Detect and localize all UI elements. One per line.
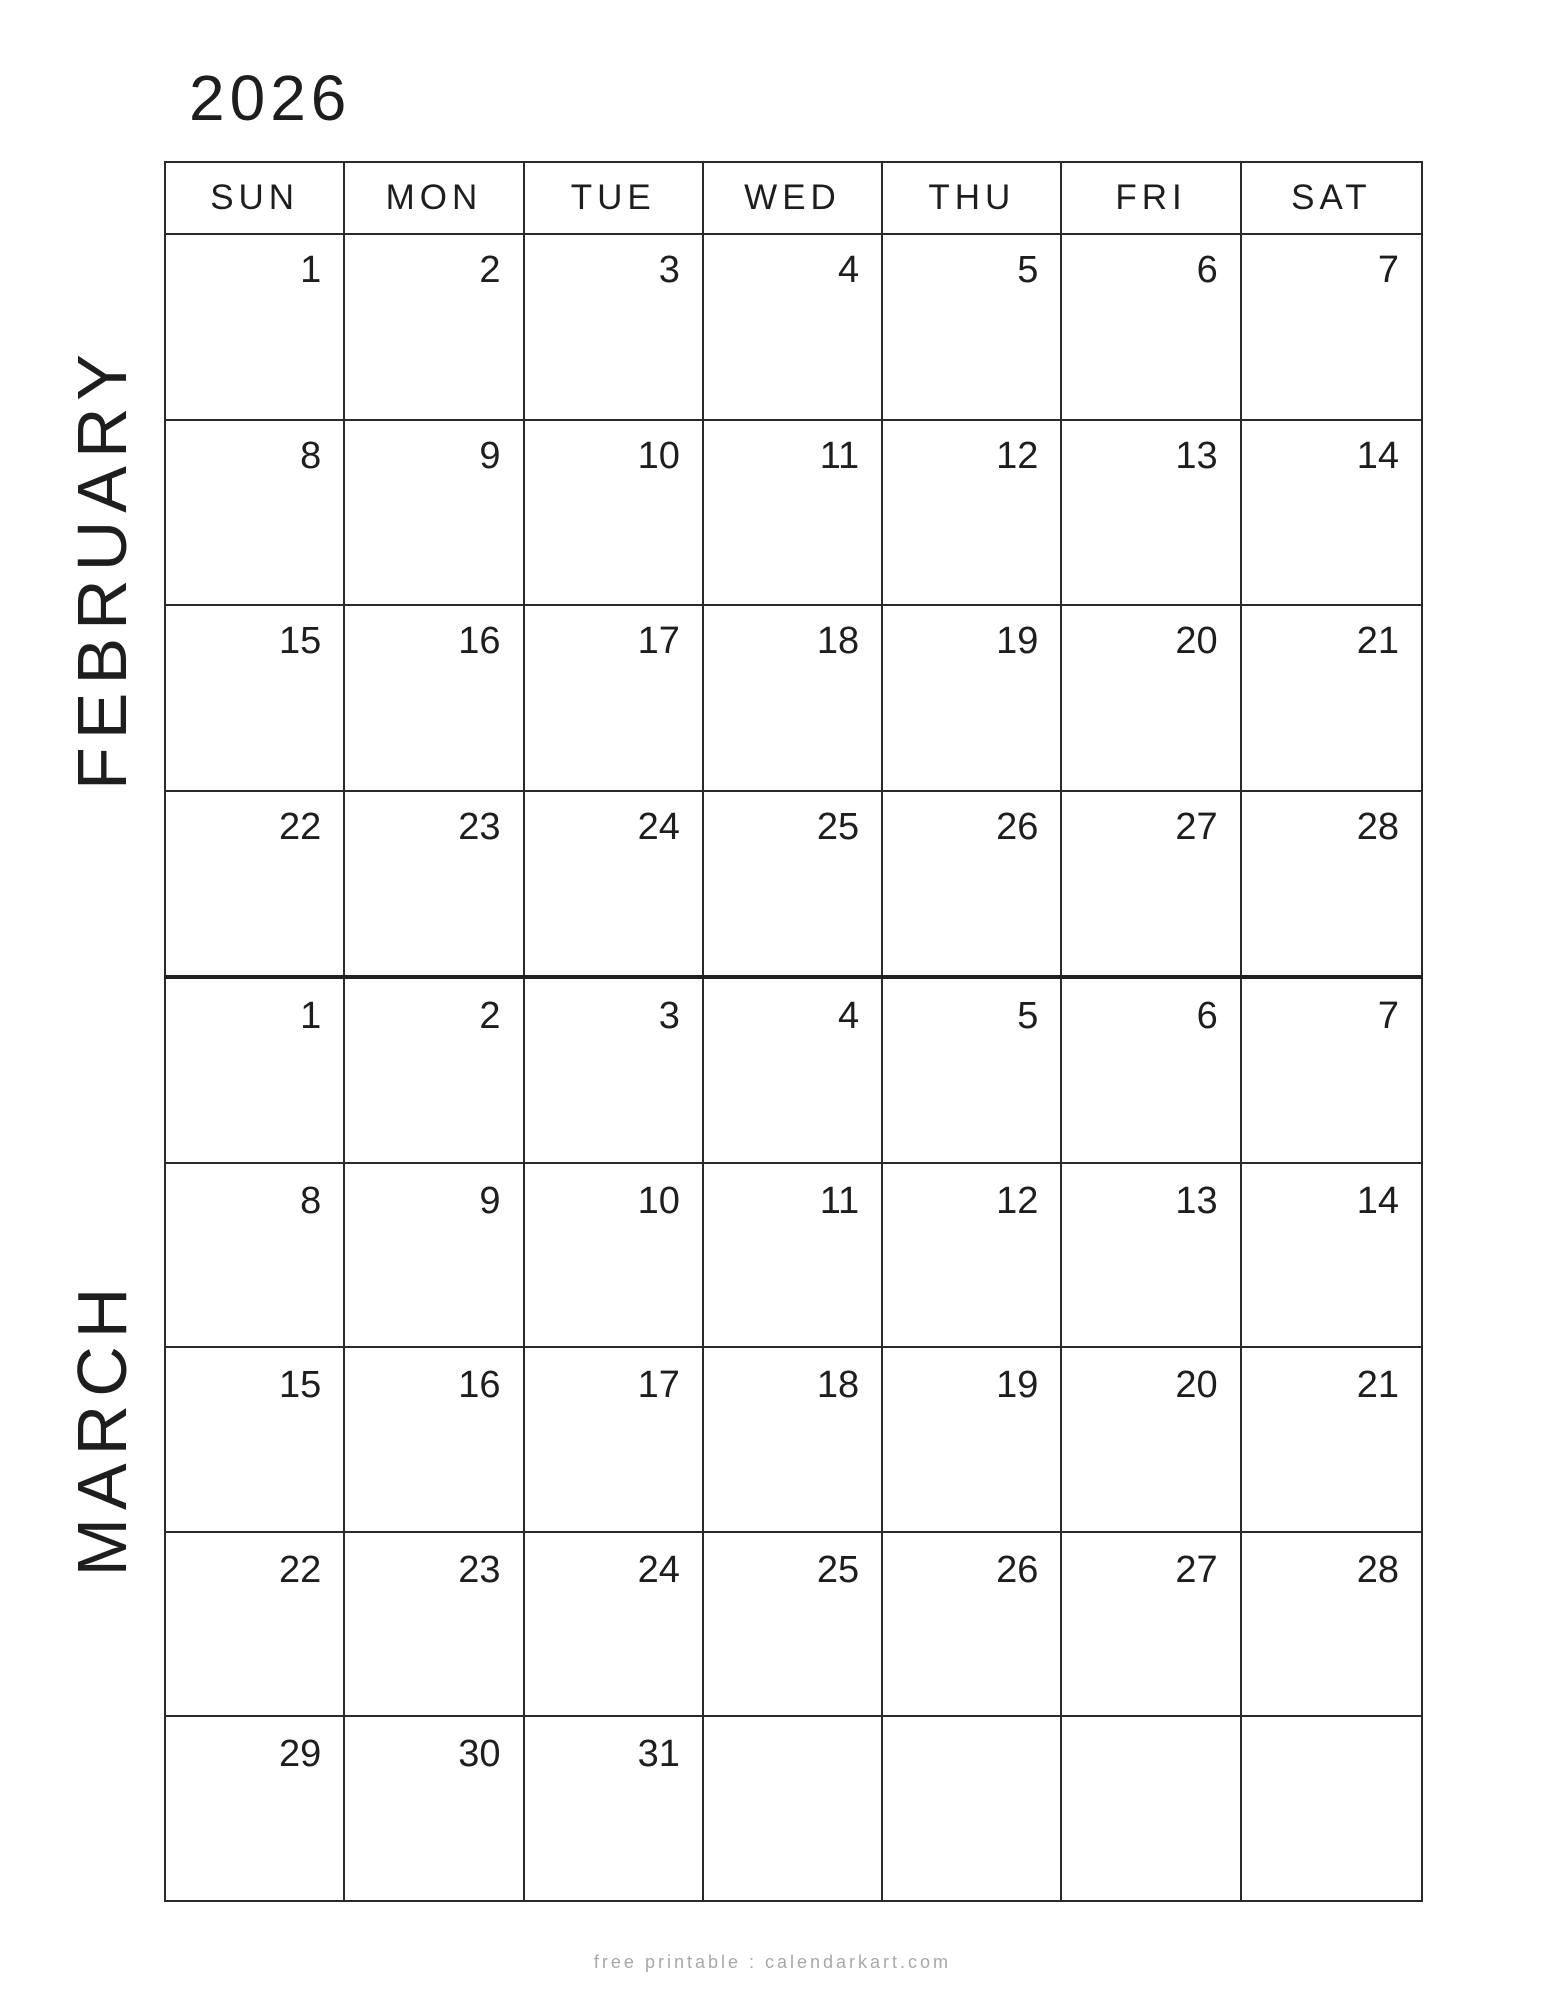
february-day-cell <box>1242 421 1421 607</box>
day-number: 18 <box>816 1364 860 1407</box>
day-number: 22 <box>279 1548 322 1591</box>
day-number: 17 <box>637 1364 680 1407</box>
february-day-cell <box>166 421 345 607</box>
february-day-cell <box>883 606 1062 792</box>
weekday-sat: SAT <box>1291 178 1372 217</box>
march-day-cell <box>345 1164 524 1349</box>
march-day-cell <box>166 1348 345 1533</box>
march-day-cell <box>704 1533 883 1718</box>
day-number: 3 <box>658 249 680 291</box>
february-day-cell <box>345 792 524 978</box>
february-day-cell <box>525 421 704 607</box>
day-number: 5 <box>1017 995 1039 1037</box>
march-day-cell <box>345 1348 524 1533</box>
february-day-cell <box>1242 606 1421 792</box>
weekday-header-row <box>166 163 1421 235</box>
february-day-cell <box>704 235 883 421</box>
march-day-cell <box>345 1717 524 1902</box>
day-number: 8 <box>300 1179 322 1222</box>
day-number: 7 <box>1377 995 1399 1037</box>
march-day-cell <box>1242 1533 1421 1718</box>
month-label-march: MARCH <box>63 1279 141 1577</box>
february-day-cell <box>525 792 704 978</box>
february-day-cell <box>1062 606 1241 792</box>
february-day-cell <box>1062 421 1241 607</box>
march-day-cell <box>1062 1348 1241 1533</box>
weekday-fri: FRI <box>1062 163 1241 233</box>
day-number: 7 <box>1377 249 1399 291</box>
march-day-cell <box>1242 1717 1421 1902</box>
day-number: 27 <box>1175 805 1218 848</box>
march-day-cell <box>883 1717 1062 1902</box>
day-number: 1 <box>300 249 322 291</box>
day-number: 25 <box>816 1548 860 1591</box>
day-number: 11 <box>819 1179 860 1222</box>
february-day-cell <box>883 235 1062 421</box>
day-number: 1 <box>300 995 322 1037</box>
weekday-mon: MON <box>345 163 524 233</box>
march-day-cell <box>345 979 524 1164</box>
day-number: 12 <box>996 434 1039 477</box>
february-day-cell <box>883 421 1062 607</box>
march-day-cell <box>1242 979 1421 1164</box>
day-number: 19 <box>996 620 1039 662</box>
day-number: 22 <box>279 805 322 848</box>
day-number: 19 <box>996 1364 1039 1407</box>
february-day-cell <box>345 235 524 421</box>
day-number: 12 <box>996 1179 1039 1222</box>
day-number: 28 <box>1356 1548 1399 1591</box>
march-day-cell <box>166 1533 345 1718</box>
day-number: 2 <box>479 995 501 1037</box>
day-number: 27 <box>1175 1548 1218 1591</box>
march-day-cell <box>883 979 1062 1164</box>
day-number: 31 <box>637 1733 680 1776</box>
february-day-cell <box>1242 235 1421 421</box>
day-number: 18 <box>816 620 860 662</box>
calendar-grid <box>164 161 1423 1902</box>
month-label-february: FEBRUARY <box>63 346 141 790</box>
year-title: 2026 <box>189 62 352 134</box>
february-day-cell <box>704 606 883 792</box>
day-number: 15 <box>279 620 322 662</box>
day-number: 8 <box>300 434 322 477</box>
day-number: 23 <box>458 805 501 848</box>
february-day-cell <box>166 606 345 792</box>
day-number: 10 <box>637 1179 680 1222</box>
february-day-cell <box>345 421 524 607</box>
february-day-cell <box>704 792 883 978</box>
march-day-cell <box>166 1164 345 1349</box>
day-number: 13 <box>1175 1179 1218 1222</box>
march-day-cell <box>883 1164 1062 1349</box>
day-number: 3 <box>658 995 680 1037</box>
day-number: 26 <box>996 1548 1039 1591</box>
day-number: 5 <box>1017 249 1039 291</box>
february-day-cell <box>1062 792 1241 978</box>
february-day-cell <box>166 792 345 978</box>
day-number: 14 <box>1356 1179 1399 1222</box>
day-number: 21 <box>1356 1364 1399 1407</box>
day-number: 14 <box>1356 434 1399 477</box>
february-day-cell <box>525 235 704 421</box>
day-number: 6 <box>1196 995 1218 1037</box>
march-day-cell <box>166 1717 345 1902</box>
day-number: 9 <box>479 434 501 477</box>
march-day-cell <box>883 1348 1062 1533</box>
february-day-cell <box>166 235 345 421</box>
march-day-cell <box>166 979 345 1164</box>
march-day-cell <box>1062 1717 1241 1902</box>
weekday-tue: TUE <box>525 163 704 233</box>
march-day-cell <box>704 979 883 1164</box>
day-number: 16 <box>458 620 501 662</box>
day-number: 21 <box>1356 620 1399 662</box>
day-number: 24 <box>637 805 680 848</box>
day-number: 15 <box>279 1364 322 1407</box>
day-number: 20 <box>1175 620 1218 662</box>
february-day-cell <box>525 606 704 792</box>
february-day-cell <box>704 421 883 607</box>
february-day-cell <box>1242 792 1421 978</box>
march-day-cell <box>1062 1533 1241 1718</box>
march-day-cell <box>704 1717 883 1902</box>
march-day-cell <box>1062 1164 1241 1349</box>
weekday-sun: SUN <box>166 163 345 233</box>
day-number: 4 <box>838 995 860 1037</box>
march-day-cell <box>1242 1164 1421 1349</box>
day-number: 11 <box>819 434 860 477</box>
day-number: 25 <box>816 805 860 848</box>
weekday-wed: WED <box>704 163 883 233</box>
march-day-cell <box>704 1164 883 1349</box>
weekday-thu: THU <box>883 163 1062 233</box>
march-day-cell <box>1062 979 1241 1164</box>
day-number: 20 <box>1175 1364 1218 1407</box>
february-day-cell <box>345 606 524 792</box>
day-number: 16 <box>458 1364 501 1407</box>
march-day-cell <box>883 1533 1062 1718</box>
day-number: 30 <box>458 1733 501 1776</box>
day-number: 10 <box>637 434 680 477</box>
footer-credit: free printable : calendarkart.com <box>593 1952 952 1972</box>
day-number: 24 <box>637 1548 680 1591</box>
february-day-cell <box>883 792 1062 978</box>
march-days <box>166 979 1421 1902</box>
march-day-cell <box>525 979 704 1164</box>
day-number: 26 <box>996 805 1039 848</box>
march-day-cell <box>704 1348 883 1533</box>
day-number: 29 <box>279 1733 322 1776</box>
march-day-cell <box>1242 1348 1421 1533</box>
day-number: 6 <box>1196 249 1218 291</box>
day-number: 4 <box>838 249 860 291</box>
march-day-cell <box>525 1348 704 1533</box>
day-number: 28 <box>1356 805 1399 848</box>
day-number: 23 <box>458 1548 501 1591</box>
march-day-cell <box>525 1164 704 1349</box>
day-number: 2 <box>479 249 501 291</box>
february-days <box>166 235 1421 977</box>
day-number: 17 <box>637 620 680 662</box>
march-day-cell <box>525 1717 704 1902</box>
day-number: 9 <box>479 1179 501 1222</box>
day-number: 13 <box>1175 434 1218 477</box>
march-day-cell <box>525 1533 704 1718</box>
march-day-cell <box>345 1533 524 1718</box>
february-day-cell <box>1062 235 1241 421</box>
